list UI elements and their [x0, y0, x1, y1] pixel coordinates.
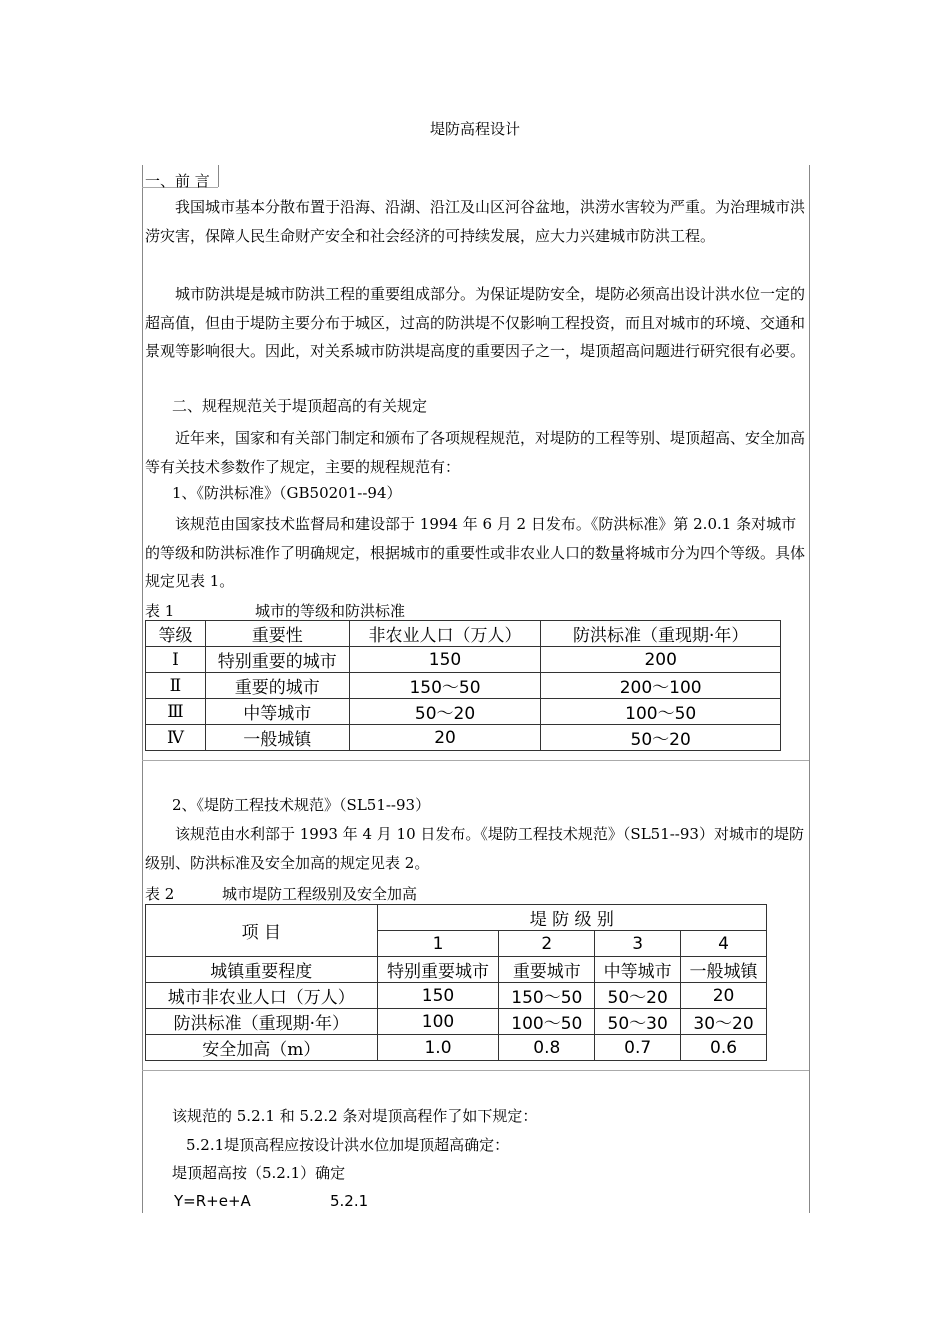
table-cell: 20: [349, 725, 541, 751]
paragraph-3: 近年来，国家和有关部门制定和颁布了各项规程规范，对堤防的工程等别、堤顶超高、安全加高等有关技术参数作了规定，主要的规程规范有：: [145, 429, 806, 476]
paragraph-1: 我国城市基本分散布置于沿海、沿湖、沿江及山区河谷盆地，洪涝水害较为严重。为治理城市洪涝灾害，保障人民生命财产安全和社会经济的可持续发展，应大力兴建城市防洪工程。: [145, 198, 806, 245]
table-cell: 100～50: [541, 699, 781, 725]
table-cell: 20: [681, 983, 767, 1009]
table-row: [146, 673, 781, 699]
table-cell: Ⅱ: [146, 673, 206, 699]
item-1-title: 1、《防洪标准》（GB50201--94）: [172, 484, 402, 502]
table-levee-grades: [145, 904, 767, 1061]
table-cell: 0.6: [681, 1035, 767, 1061]
table-cell: 一般城镇: [205, 725, 349, 751]
table1-caption: 城市的等级和防洪标准: [255, 602, 406, 620]
paragraph-5: 该规范由水利部于 1993 年 4 月 10 日发布。《堤防工程技术规范》（SL51--93）对城市的堤防级别、防洪标准及安全加高的规定见表 2。: [145, 825, 804, 872]
formula: Y=R+e+A: [174, 1192, 251, 1210]
table-cell: 特别重要城市: [377, 957, 499, 983]
table-cell: 150～50: [349, 673, 541, 699]
table-cell: 0.7: [595, 1035, 681, 1061]
table-header-cell: 防洪标准（重现期·年）: [541, 621, 781, 647]
frame-right-border: [809, 165, 810, 1213]
table-cell: 50～20: [349, 699, 541, 725]
table-header-cell: 1: [377, 931, 499, 957]
table-header-row: [146, 905, 767, 931]
table-header-row: [146, 621, 781, 647]
table-row: [146, 699, 781, 725]
table-cell: 城镇重要程度: [146, 957, 378, 983]
table-cell: 50～20: [595, 983, 681, 1009]
block-divider: [142, 1070, 809, 1071]
table-cell: 重要的城市: [205, 673, 349, 699]
table-cell: 城市非农业人口（万人）: [146, 983, 378, 1009]
table2-caption-number: 表 2: [145, 885, 175, 903]
table2-caption: 城市堤防工程级别及安全加高: [222, 885, 418, 903]
table-cell: 100: [377, 1009, 499, 1035]
table-header-cell: 2: [499, 931, 595, 957]
table-header-cell: 堤 防 级 别: [377, 905, 766, 931]
table-header-cell: 4: [681, 931, 767, 957]
table-cell: 重要城市: [499, 957, 595, 983]
table-cell: 中等城市: [205, 699, 349, 725]
table-cell: 50～30: [595, 1009, 681, 1035]
table-cell: 50～20: [541, 725, 781, 751]
table-cell: 安全加高（m）: [146, 1035, 378, 1061]
item-2-title: 2、《堤防工程技术规范》（SL51--93）: [172, 796, 431, 814]
table-city-grades: [145, 620, 781, 751]
section-divider: [218, 165, 219, 187]
table-cell: 中等城市: [595, 957, 681, 983]
table-row: [146, 983, 767, 1009]
table-cell: 30～20: [681, 1009, 767, 1035]
table-row: [146, 1009, 767, 1035]
paragraph-4: 该规范由国家技术监督局和建设部于 1994 年 6 月 2 日发布。《防洪标准》第 2.0.1 条对城市的等级和防洪标准作了明确规定，根据城市的重要性或非农业人口的数量将城市分为四个等级。具体规定见表 1。: [145, 515, 806, 591]
table-row: [146, 647, 781, 673]
table-cell: 150: [377, 983, 499, 1009]
table-cell: 防洪标准（重现期·年）: [146, 1009, 378, 1035]
table-cell: 0.8: [499, 1035, 595, 1061]
regulation-clause: 5.2.1堤顶高程应按设计洪水位加堤顶超高确定：: [186, 1136, 510, 1154]
table-row: [146, 1035, 767, 1061]
table-header-cell: 重要性: [205, 621, 349, 647]
table-cell: 1.0: [377, 1035, 499, 1061]
table-cell: 200: [541, 647, 781, 673]
table-header-cell: 项 目: [146, 905, 378, 957]
section-heading-preface: 一、前 言: [145, 172, 210, 190]
table-cell: Ⅲ: [146, 699, 206, 725]
formula-number: 5.2.1: [330, 1192, 369, 1210]
table-cell: 200～100: [541, 673, 781, 699]
table-header-cell: 等级: [146, 621, 206, 647]
table-cell: 150～50: [499, 983, 595, 1009]
table-header-cell: 3: [595, 931, 681, 957]
block-divider: [142, 760, 809, 761]
paragraph-2: 城市防洪堤是城市防洪工程的重要组成部分。为保证堤防安全，堤防必须高出设计洪水位一定的超高值，但由于堤防主要分布于城区，过高的防洪堤不仅影响工程投资，而且对城市的环境、交通和景观等影响很大。因此，对关系城市防洪堤高度的重要因子之一，堤顶超高问题进行研究很有必要。: [145, 285, 806, 361]
table-header-cell: 非农业人口（万人）: [349, 621, 541, 647]
table1-caption-number: 表 1: [145, 602, 175, 620]
table-cell: 100～50: [499, 1009, 595, 1035]
table-cell: 一般城镇: [681, 957, 767, 983]
table-cell: 150: [349, 647, 541, 673]
table-cell: Ⅰ: [146, 647, 206, 673]
table-cell: Ⅳ: [146, 725, 206, 751]
section-heading-regulations: 二、规程规范关于堤顶超高的有关规定: [172, 397, 428, 415]
regulation-intro: 该规范的 5.2.1 和 5.2.2 条对堤顶高程作了如下规定：: [172, 1107, 538, 1125]
table-row: [146, 725, 781, 751]
table-row: [146, 957, 767, 983]
frame-left-border: [142, 165, 143, 1213]
regulation-note: 堤顶超高按（5.2.1）确定: [172, 1164, 346, 1182]
table-cell: 特别重要的城市: [205, 647, 349, 673]
page-title: 堤防高程设计: [429, 120, 520, 138]
